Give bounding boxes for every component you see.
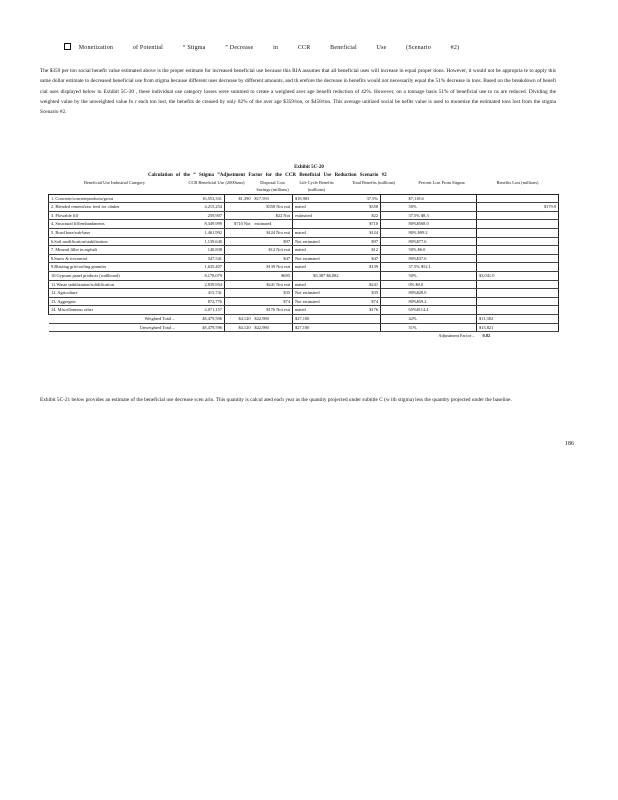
cell-percent: 80% $99.2 bbox=[407, 228, 477, 237]
cell-percent: 80%$28.0 bbox=[407, 289, 477, 298]
column-header: Benefits Lost (millions) bbox=[477, 180, 559, 194]
cell-total: $47 bbox=[341, 254, 381, 263]
heading-word: “ Stigma bbox=[182, 45, 206, 51]
cell-percent: 50% bbox=[407, 203, 477, 212]
cell-gap bbox=[381, 211, 407, 220]
cell-disposal bbox=[225, 246, 253, 255]
cell-total: $12 bbox=[341, 246, 381, 255]
table-row bbox=[49, 203, 559, 212]
cell-category: 13. Aggregate bbox=[49, 297, 181, 306]
column-header: CCR Beneficial Use (2000tons) bbox=[181, 180, 253, 194]
cell-lost bbox=[477, 211, 559, 220]
cell-category: 4. Structural fill/embankments bbox=[49, 220, 181, 229]
heading-word: ” Decrease bbox=[225, 45, 254, 51]
cell-percent: 0% $0.0 bbox=[407, 280, 477, 289]
heading-word: in bbox=[273, 45, 279, 51]
cell-lost bbox=[477, 254, 559, 263]
adjustment-factor-row bbox=[49, 332, 559, 340]
cell-total: 37.5% bbox=[341, 194, 381, 203]
table-row bbox=[49, 254, 559, 263]
cell-disposal bbox=[225, 306, 253, 315]
cell-lifecycle: $5,387 $6,082 bbox=[293, 271, 341, 280]
table-header-row bbox=[49, 180, 559, 194]
cell-lifecycle: mated bbox=[293, 280, 341, 289]
cell-disposal bbox=[225, 271, 253, 280]
cell-lost bbox=[477, 280, 559, 289]
table-row bbox=[49, 297, 559, 306]
cell-use: 140,838 bbox=[181, 246, 225, 255]
cell-gap bbox=[381, 289, 407, 298]
cell-disposal bbox=[225, 254, 253, 263]
cell-gap bbox=[381, 271, 407, 280]
cell-gap bbox=[381, 246, 407, 255]
cell-disposal bbox=[225, 297, 253, 306]
table-row bbox=[49, 289, 559, 298]
unweighted-total-row bbox=[49, 323, 559, 332]
cell-use: 872,776 bbox=[181, 297, 225, 306]
body-paragraph-2: Exhibit 5C-21 below provides an estimate of the beneficial use decrease scen ario. This quantity is calcul ated each year as the quantity projected under subtitle C (w ith stigma) less the quantity projected under the baseline. bbox=[40, 397, 512, 403]
cell-disposal-b: $241 Not esti bbox=[253, 280, 293, 289]
cell-use: 48,479,596 bbox=[181, 323, 225, 332]
cell-lost: $13,821 bbox=[477, 323, 559, 332]
heading-word: #2) bbox=[450, 45, 460, 51]
table-row bbox=[49, 280, 559, 289]
cell-lost bbox=[477, 220, 559, 229]
cell-use: 415,741 bbox=[181, 289, 225, 298]
cell-disposal bbox=[225, 211, 253, 220]
cell-gap bbox=[381, 314, 407, 323]
heading-word: of Potential bbox=[132, 45, 164, 51]
cell-disposal-b: $17,593 bbox=[253, 194, 293, 203]
cell-gap bbox=[381, 237, 407, 246]
cell-percent: 51% bbox=[407, 323, 477, 332]
cell-disposal bbox=[225, 263, 253, 272]
cell-use: 1,461,992 bbox=[181, 228, 225, 237]
cell-lifecycle: mated bbox=[293, 306, 341, 315]
cell-use: 1,139,640 bbox=[181, 237, 225, 246]
cell-gap bbox=[381, 297, 407, 306]
body-paragraph-1: The $359 per ton social benefit value estimated above is the proper estimate for increased beneficial use because this RIA assumes that all beneficial uses will increase in equal proper tions. However, it would not be appropria te to apply this same dollar estimate to decreased beneficial use from stigma because different uses decrease by different amounts, and th erefore the decrease in benefits would not necessarily equal the 51% decrease in tons. Based on the breakdown of benefi cial uses displayed below in Exhibit 5C-30 , these individual use category losses were summed to create a weighted aver age benefit reduction of 42%. However, on a tonnage basis 51% of beneficial use to ns are reduced. Dividing the weighted value by the unweighted value fo r each ton lost, the benefits de creased by only 82% of the aver age $359/ton, or $458/ton. This average unitized social be nefits value is used to monetize the estimated tons lost from the stigma Scenario #2. bbox=[40, 68, 556, 116]
cell-use: 259,907 bbox=[181, 211, 225, 220]
cell-lifecycle: estimated bbox=[293, 211, 341, 220]
cell-gap bbox=[381, 203, 407, 212]
table-row bbox=[49, 246, 559, 255]
cell-category: 8.Snow & icecontrol bbox=[49, 254, 181, 263]
cell-disposal-b: $22,980 bbox=[253, 323, 293, 332]
column-header: Beneficial Use Industrial Category bbox=[49, 180, 181, 194]
cell-percent: 37.5% $52.1 bbox=[407, 263, 477, 272]
cell-gap bbox=[381, 263, 407, 272]
cell-total: $97 bbox=[341, 237, 381, 246]
cell-disposal bbox=[225, 228, 253, 237]
cell-percent: 37.5% $8.3 bbox=[407, 211, 477, 220]
cell-percent: 80%$568.0 bbox=[407, 220, 477, 229]
cell-total: $710 bbox=[341, 220, 381, 229]
adjustment-factor-value: 0.82 bbox=[482, 333, 491, 339]
cell-disposal: $1,390 bbox=[225, 194, 253, 203]
cell-use: 8,349,999 bbox=[181, 220, 225, 229]
cell-total-label: Unweighted Total – bbox=[49, 323, 181, 332]
cell-disposal-b: $695 bbox=[253, 271, 293, 280]
cell-percent: 65%$114.4 bbox=[407, 306, 477, 315]
cell-category: 11.Waste stabilization/solidification bbox=[49, 280, 181, 289]
cell-category: 14. Miscellaneous other bbox=[49, 306, 181, 315]
cell-percent: 50% bbox=[407, 271, 477, 280]
cell-lifecycle: Not estimated bbox=[293, 254, 341, 263]
page-number: 186 bbox=[565, 441, 574, 447]
heading-word: Monetization bbox=[78, 45, 114, 51]
cell-disposal-b: $22,980 bbox=[253, 314, 293, 323]
cell-lifecycle bbox=[293, 220, 341, 229]
cell-percent: 42% bbox=[407, 314, 477, 323]
cell-percent: 80%$59.2 bbox=[407, 297, 477, 306]
cell-category: 3. Flowable fill bbox=[49, 211, 181, 220]
table-row bbox=[49, 271, 559, 280]
table-row bbox=[49, 194, 559, 203]
cell-disposal-b: $47 bbox=[253, 254, 293, 263]
cell-lifecycle: Not estimated bbox=[293, 289, 341, 298]
cell-category: 1. Concrete/concreteproducts/grout bbox=[49, 194, 181, 203]
weighted-total-row bbox=[49, 314, 559, 323]
column-header: Total Benefits (millions) bbox=[341, 180, 407, 194]
cell-gap bbox=[381, 306, 407, 315]
cell-gap bbox=[381, 220, 407, 229]
table-row bbox=[49, 211, 559, 220]
cell-lifecycle: Not estimated bbox=[293, 237, 341, 246]
cell-lifecycle: mated bbox=[293, 228, 341, 237]
column-header: Life Cycle Benefits (millions) bbox=[293, 180, 341, 194]
cell-disposal-b: $12 Not esti bbox=[253, 246, 293, 255]
cell-lifecycle: $27,100 bbox=[293, 314, 341, 323]
cell-gap bbox=[381, 228, 407, 237]
table-row bbox=[49, 263, 559, 272]
heading-word: CCR bbox=[297, 45, 311, 51]
cell-lifecycle: $18,983 bbox=[293, 194, 341, 203]
cell-lifecycle: mated bbox=[293, 203, 341, 212]
cell-use: 2,071,157 bbox=[181, 306, 225, 315]
cell-percent: 80%$37.6 bbox=[407, 254, 477, 263]
cell-gap bbox=[381, 323, 407, 332]
cell-disposal-b: $74 bbox=[253, 297, 293, 306]
cell-total: $74 bbox=[341, 297, 381, 306]
cell-disposal-b: $358 Not esti bbox=[253, 203, 293, 212]
cell-use: 8,178,079 bbox=[181, 271, 225, 280]
table-row bbox=[49, 237, 559, 246]
cell-total: $124 bbox=[341, 228, 381, 237]
cell-disposal-b: $97 bbox=[253, 237, 293, 246]
cell-category: 6.Soil modification/stabilization bbox=[49, 237, 181, 246]
cell-gap bbox=[381, 254, 407, 263]
heading-word: (Scenario bbox=[406, 45, 431, 51]
cell-lost: $11,382 bbox=[477, 314, 559, 323]
table-row bbox=[49, 220, 559, 229]
exhibit-label: Exhibit 5C-20 bbox=[294, 165, 324, 170]
cell-lost bbox=[477, 194, 559, 203]
cell-total bbox=[341, 271, 381, 280]
cell-disposal: $4,120 bbox=[225, 314, 253, 323]
cell-lifecycle: mated bbox=[293, 246, 341, 255]
cell-percent: 50% $6.0 bbox=[407, 246, 477, 255]
cell-use: 1,635,407 bbox=[181, 263, 225, 272]
cell-gap bbox=[381, 280, 407, 289]
cell-disposal bbox=[225, 280, 253, 289]
cell-disposal bbox=[225, 237, 253, 246]
cell-total: $176 bbox=[341, 306, 381, 315]
cell-total bbox=[341, 314, 381, 323]
cell-gap bbox=[381, 194, 407, 203]
cell-total: $35 bbox=[341, 289, 381, 298]
cell-disposal-b: $176 Not esti bbox=[253, 306, 293, 315]
cell-percent: $7,118.6 bbox=[407, 194, 477, 203]
cell-empty bbox=[49, 332, 407, 340]
cell-lost: $179.0 bbox=[477, 203, 559, 212]
cell-lost bbox=[477, 306, 559, 315]
cell-lost bbox=[477, 297, 559, 306]
cell-lost bbox=[477, 228, 559, 237]
cell-percent: 80%$77.6 bbox=[407, 237, 477, 246]
cell-disposal-b: $35 bbox=[253, 289, 293, 298]
cell-lifecycle: mated bbox=[293, 263, 341, 272]
table-row bbox=[49, 306, 559, 315]
cell-total: $241 bbox=[341, 280, 381, 289]
adjustment-factor-label: Adjustment Factor – bbox=[438, 333, 475, 339]
cell-use: 16,553,331 bbox=[181, 194, 225, 203]
cell-lost bbox=[477, 289, 559, 298]
cell-disposal-b: estimated bbox=[253, 220, 293, 229]
cell-use: 2,839,954 bbox=[181, 280, 225, 289]
cell-total: $22 bbox=[341, 211, 381, 220]
cell-category: 5. Road base/sub-base bbox=[49, 228, 181, 237]
cell-category: 10.Gypsum panel products (wallboard) bbox=[49, 271, 181, 280]
cell-use: 48,479,596 bbox=[181, 314, 225, 323]
stigma-adjustment-table bbox=[48, 180, 559, 340]
cell-disposal: $710 Not bbox=[225, 220, 253, 229]
column-header: Percent Lost From Stigma bbox=[407, 180, 477, 194]
table-row bbox=[49, 228, 559, 237]
cell-disposal: $4,120 bbox=[225, 323, 253, 332]
cell-disposal bbox=[225, 203, 253, 212]
cell-disposal-b: $22 Not bbox=[253, 211, 293, 220]
cell-disposal-b: $139 Not esti bbox=[253, 263, 293, 272]
cell-category: 12. Agriculture bbox=[49, 289, 181, 298]
cell-lost: $3,041.0 bbox=[477, 271, 559, 280]
cell-total bbox=[341, 323, 381, 332]
cell-lost bbox=[477, 263, 559, 272]
cell-category: 2. Blended cement/raw feed for clinker bbox=[49, 203, 181, 212]
cell-lifecycle: $27,100 bbox=[293, 323, 341, 332]
cell-category: 9.Blasting grit/roofing granules bbox=[49, 263, 181, 272]
cell-use: 4,215,254 bbox=[181, 203, 225, 212]
column-header: Disposal Cost Savings (millions) bbox=[253, 180, 293, 194]
cell-lost bbox=[477, 246, 559, 255]
exhibit-title: Calculation of the “ Stigma ”Adjustment Factor for the CCR Beneficial Use Reduction Scenario #2 bbox=[148, 173, 387, 178]
cell-total: $358 bbox=[341, 203, 381, 212]
heading-word: Use bbox=[376, 45, 387, 51]
cell-disposal bbox=[225, 289, 253, 298]
cell-total: $139 bbox=[341, 263, 381, 272]
section-heading bbox=[64, 43, 459, 51]
cell-lost bbox=[477, 237, 559, 246]
cell-total-label: Weighted Total – bbox=[49, 314, 181, 323]
heading-word: Beneficial bbox=[330, 45, 357, 51]
square-bullet-icon bbox=[64, 43, 71, 50]
cell-lifecycle: Not estimated bbox=[293, 297, 341, 306]
cell-disposal-b: $124 Not esti bbox=[253, 228, 293, 237]
cell-category: 7. Mineral filler in asphalt bbox=[49, 246, 181, 255]
cell-use: 547,541 bbox=[181, 254, 225, 263]
